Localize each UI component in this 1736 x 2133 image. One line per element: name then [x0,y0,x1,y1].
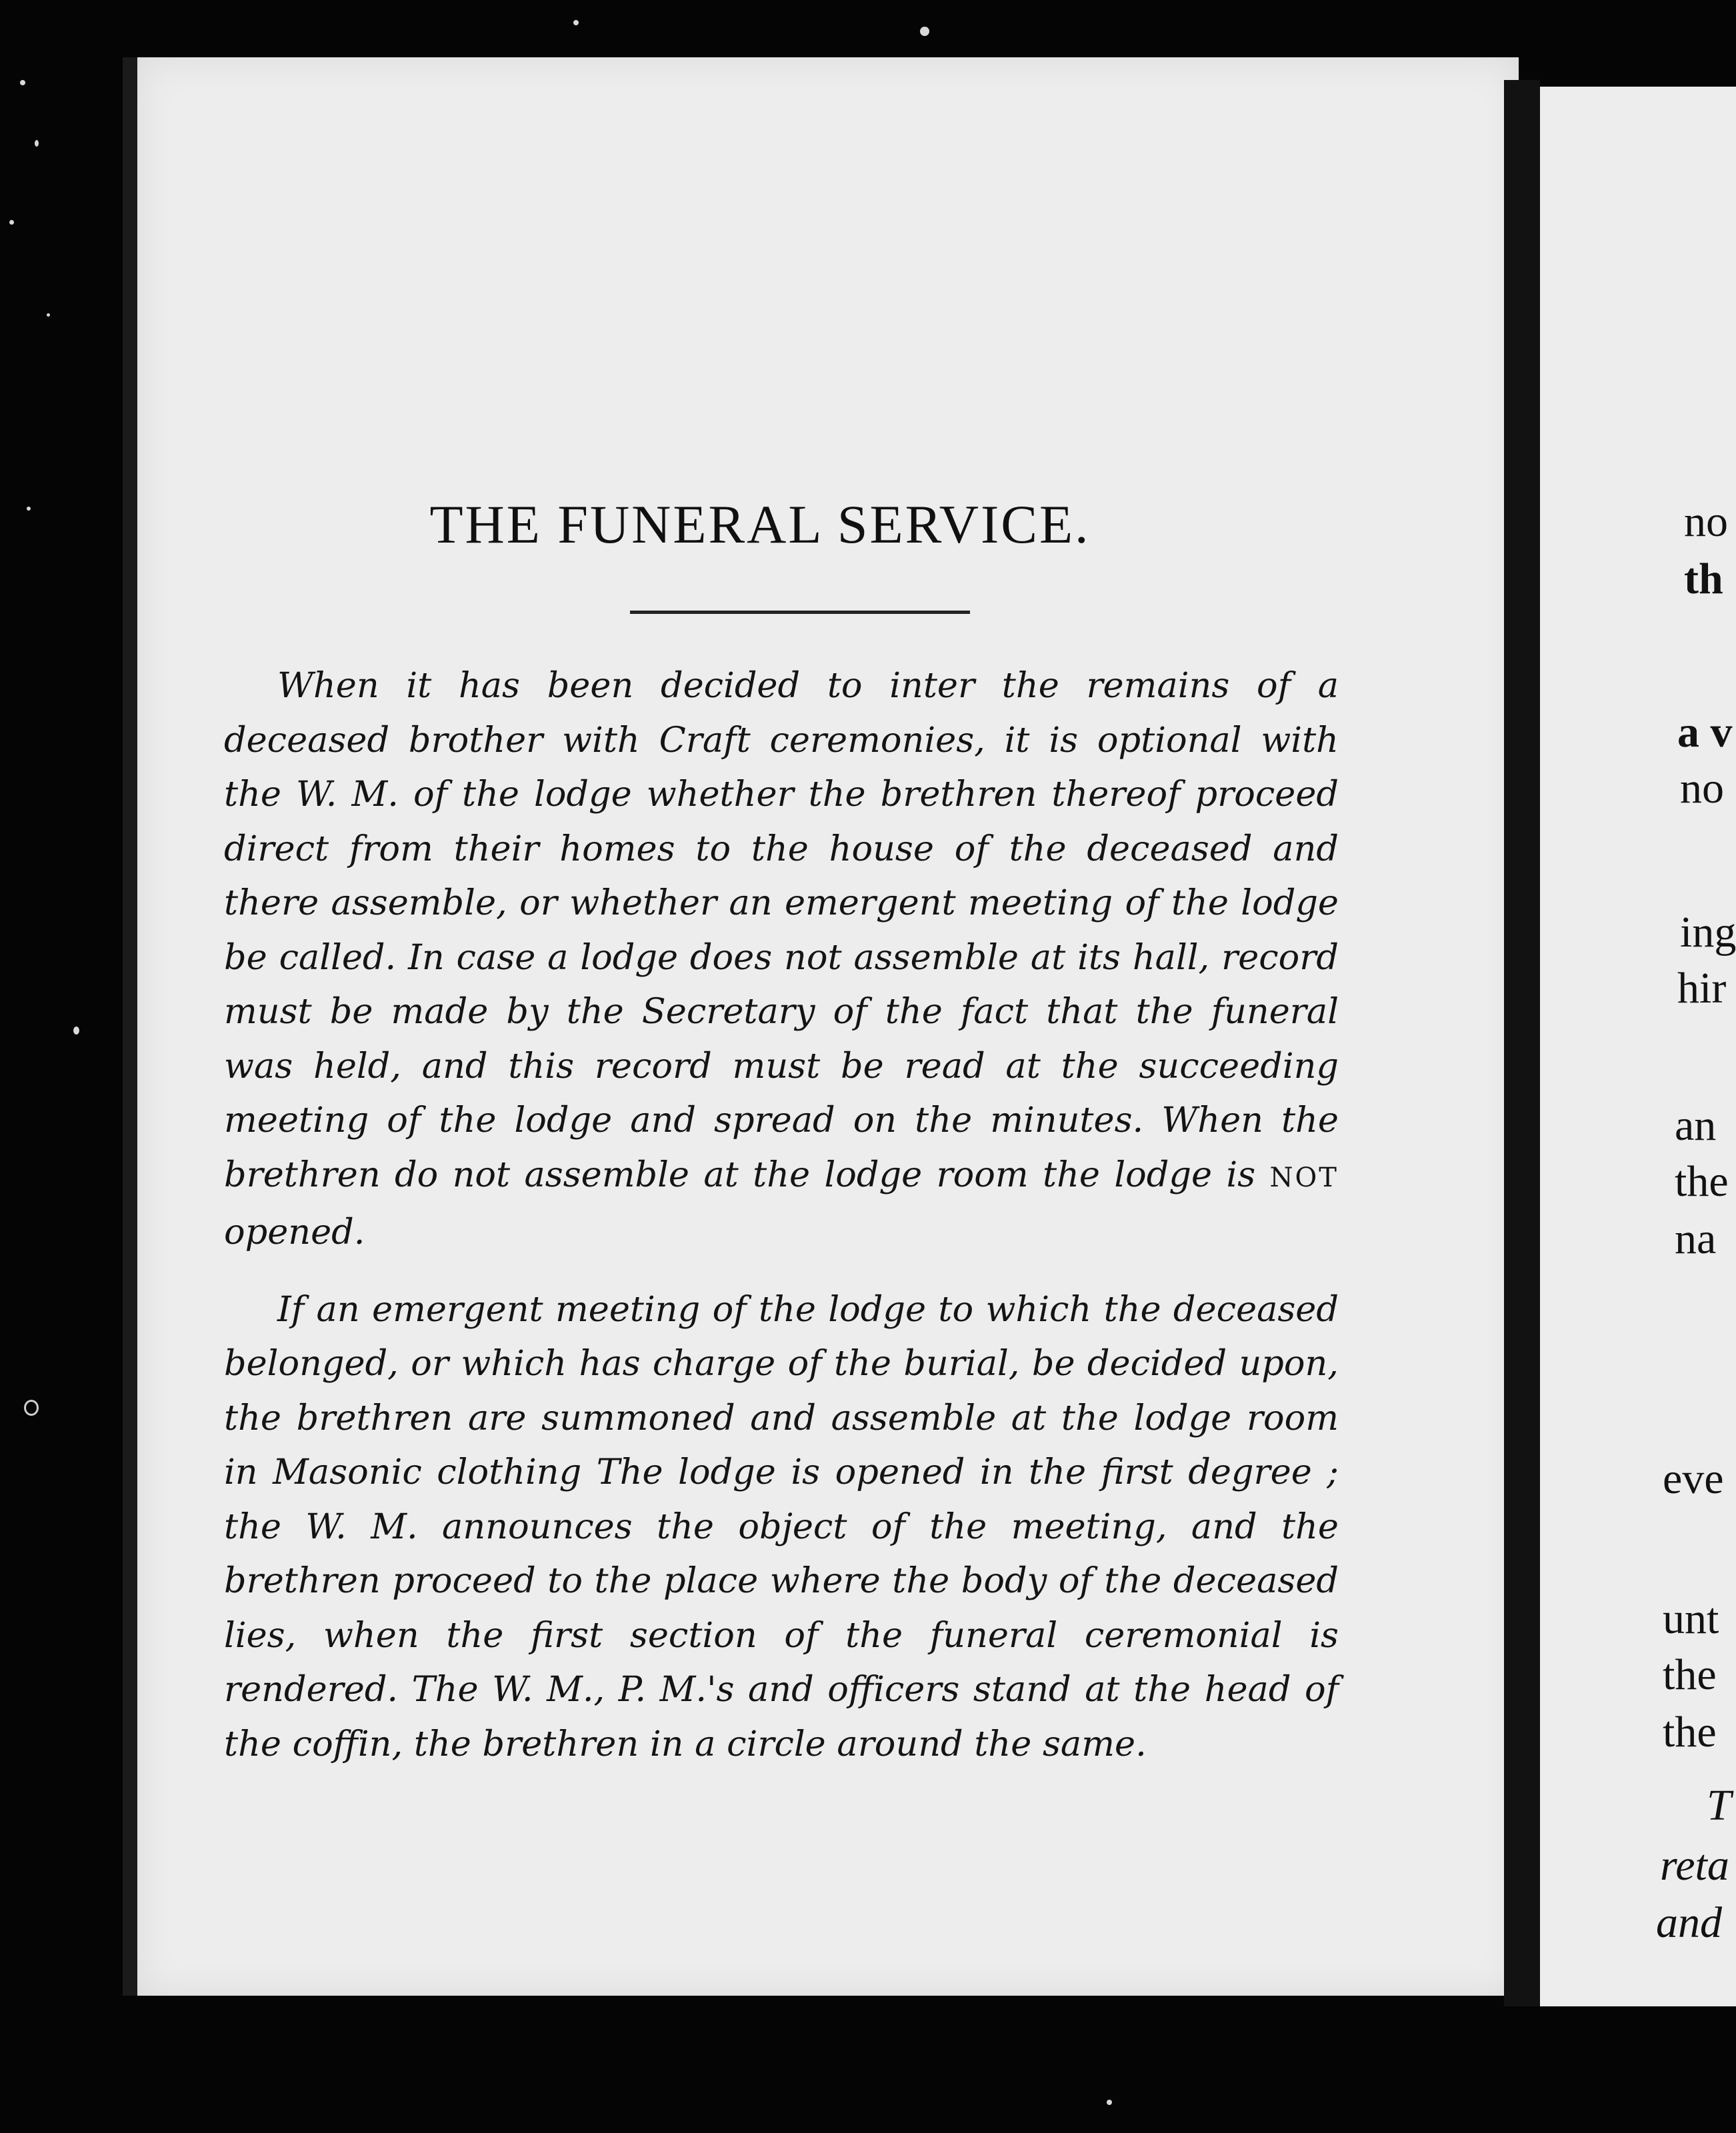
right-fragment: eve [1663,1454,1724,1503]
paragraph-2: If an emergent meeting of the lodge to which the deceased belonged, or which has charge of the burial, be decided upon, the brethren are summoned and assemble at the lodge room in Masonic clothing The lodge is opened in the first degree ; the W. M. announces the object of the meeting, and the brethren proceed to the place where the body of the deceased lies, when the first section of the funeral ceremonial is rendered. The W. M., P. M.'s and officers stand at the head of the coffin, the brethren in a circle around the same. [224,1288,1339,1764]
right-fragment: hir [1677,964,1727,1013]
paragraph-1-text: When it has been decided to inter the remains of a deceased brother with Craft ceremonies, it is optional with the W. M. of the lodge whether the brethren thereof proceed direct from their homes to the house of the deceased and there assemble, or whether an emergent meeting of the lodge be called. In case a lodge does not assemble at its hall, record must be made by the Secretary of the fact that the funeral was held, and this record must be read at the succeeding meeting of the lodge and spread on the minutes. When the brethren do not assemble at the lodge room the lodge is [224,665,1339,1195]
right-fragment: the [1663,1650,1717,1699]
right-fragment: unt [1663,1594,1719,1643]
paragraph-1 [224,659,1339,1260]
right-fragment: reta [1660,1841,1729,1890]
right-fragment: T [1707,1781,1731,1830]
page-gutter [1504,80,1540,2006]
paragraph-1-emphasis: NOT [1269,1162,1339,1193]
right-fragment: na [1675,1214,1717,1263]
right-fragment: the [1675,1157,1729,1206]
right-fragment: and [1656,1898,1722,1947]
right-fragment: a v [1677,708,1733,757]
right-fragment: no [1680,764,1724,813]
right-fragment: ing [1680,908,1736,957]
paragraph-1-ending: opened. [224,1212,365,1252]
right-fragment: the [1663,1708,1717,1756]
right-fragment: an [1675,1101,1717,1150]
body-text [224,659,1339,1771]
right-fragment: th [1684,555,1723,603]
right-fragment: no [1684,497,1728,546]
title-rule [630,611,970,614]
page-title: THE FUNERAL SERVICE. [429,494,1091,555]
